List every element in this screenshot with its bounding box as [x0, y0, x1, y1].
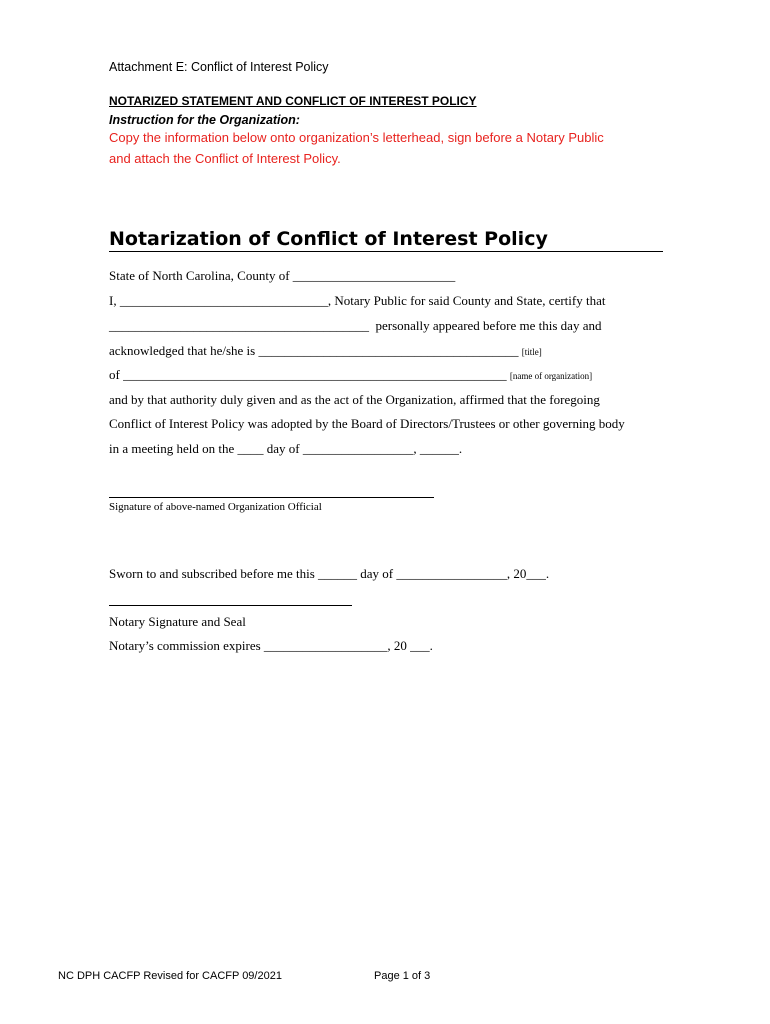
notary-signature-label: Notary Signature and Seal — [109, 614, 246, 629]
notary-certify-line: I, ________________________________, Notary Public for said County and State, certify that — [109, 293, 606, 308]
organization-line-text: of ___________________________________________________________ — [109, 367, 507, 382]
authority-line: and by that authority duly given and as the act of the Organization, affirmed that the foregoing — [109, 392, 600, 407]
appeared-line: ________________________________________ personally appeared before me this day and — [109, 318, 602, 333]
instruction-line-2: and attach the Conflict of Interest Policy. — [109, 151, 341, 166]
sworn-line: Sworn to and subscribed before me this ______ day of _________________, 20___. — [109, 566, 550, 581]
instruction-heading: Instruction for the Organization: — [109, 113, 300, 127]
title-line-text: acknowledged that he/she is ________________________________________ — [109, 343, 519, 358]
title-note: [title] — [521, 347, 542, 357]
title-line — [109, 343, 542, 359]
official-signature-label: Signature of above-named Organization Official — [109, 501, 322, 513]
title-underline — [109, 251, 663, 252]
commission-expires-line: Notary’s commission expires ___________________, 20 ___. — [109, 638, 433, 653]
footer-page-number: Page 1 of 3 — [374, 970, 431, 982]
organization-line — [109, 367, 592, 383]
meeting-line: in a meeting held on the ____ day of _________________, ______. — [109, 441, 463, 456]
organization-note: [name of organization] — [509, 371, 593, 381]
adopted-line: Conflict of Interest Policy was adopted by the Board of Directors/Trustees or other governing body — [109, 416, 625, 431]
official-signature-line — [109, 497, 434, 498]
notary-signature-line — [109, 605, 352, 606]
footer-revision: NC DPH CACFP Revised for CACFP 09/2021 — [58, 970, 282, 982]
statement-heading: NOTARIZED STATEMENT AND CONFLICT OF INTEREST POLICY — [109, 94, 477, 108]
instruction-line-1: Copy the information below onto organization’s letterhead, sign before a Notary Public — [109, 130, 604, 145]
county-line: State of North Carolina, County of _________________________ — [109, 268, 456, 283]
page-title: Notarization of Conflict of Interest Policy — [109, 228, 548, 250]
attachment-label: Attachment E: Conflict of Interest Policy — [109, 60, 329, 74]
